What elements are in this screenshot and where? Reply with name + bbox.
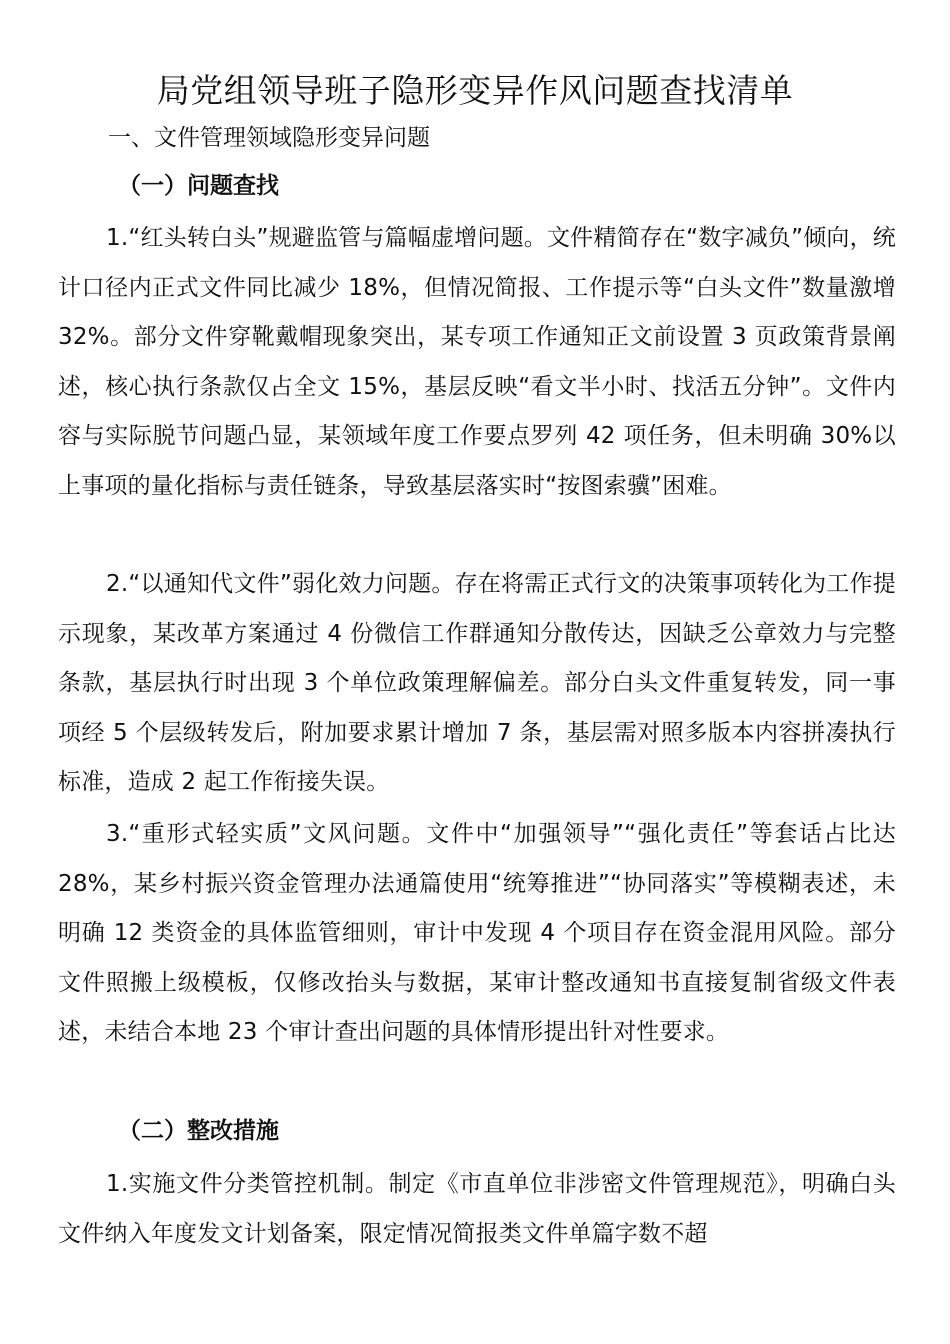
subsection-heading-problems: （一）问题查找 bbox=[118, 173, 279, 199]
paragraph-problem-3: 3.“重形式轻实质”文风问题。文件中“加强领导”“强化责任”等套话占比达 28%，某乡村振兴资金管理办法通篇使用“统筹推进”“协同落实”等模糊表述，未明确 12 类资金的具体监管细则，审计中发现 4 个项目存在资金混用风险。部分文件照搬上级模板，仅修改抬头与数据，某审计整改通知书直接复制省级文件表述，未结合本地 23 个审计查出问题的具体情形提出针对性要求。 bbox=[58, 821, 896, 1045]
paragraph-measure-1: 1.实施文件分类管控机制。制定《市直单位非涉密文件管理规范》，明确白头文件纳入年度发文计划备案，限定情况简报类文件单篇字数不超 bbox=[58, 1171, 896, 1247]
paragraph-problem-2: 2.“以通知代文件”弱化效力问题。存在将需正式行文的决策事项转化为工作提示现象，某改革方案通过 4 份微信工作群通知分散传达，因缺乏公章效力与完整条款，基层执行时出现 3 个单位政策理解偏差。部分白头文件重复转发，同一事项经 5 个层级转发后，附加要求累计增加 7 条，基层需对照多版本内容拼凑执行标准，造成 2 起工作衔接失误。 bbox=[58, 571, 896, 795]
paragraph-problem-1: 1.“红头转白头”规避监管与篇幅虚增问题。文件精简存在“数字减负”倾向，统计口径内正式文件同比减少 18%，但情况简报、工作提示等“白头文件”数量激增 32%。部分文件穿靴戴帽现象突出，某专项工作通知正文前设置 3 页政策背景阐述，核心执行条款仅占全文 15%，基层反映“看文半小时、找活五分钟”。文件内容与实际脱节问题凸显，某领域年度工作要点罗列 42 项任务，但未明确 30%以上事项的量化指标与责任链条，导致基层落实时“按图索骥”困难。 bbox=[58, 225, 897, 499]
section-heading: 一、文件管理领域隐形变异问题 bbox=[108, 125, 430, 151]
subsection-heading-measures: （二）整改措施 bbox=[118, 1118, 279, 1144]
document-title: 局党组领导班子隐形变异作风问题查找清单 bbox=[156, 71, 794, 110]
